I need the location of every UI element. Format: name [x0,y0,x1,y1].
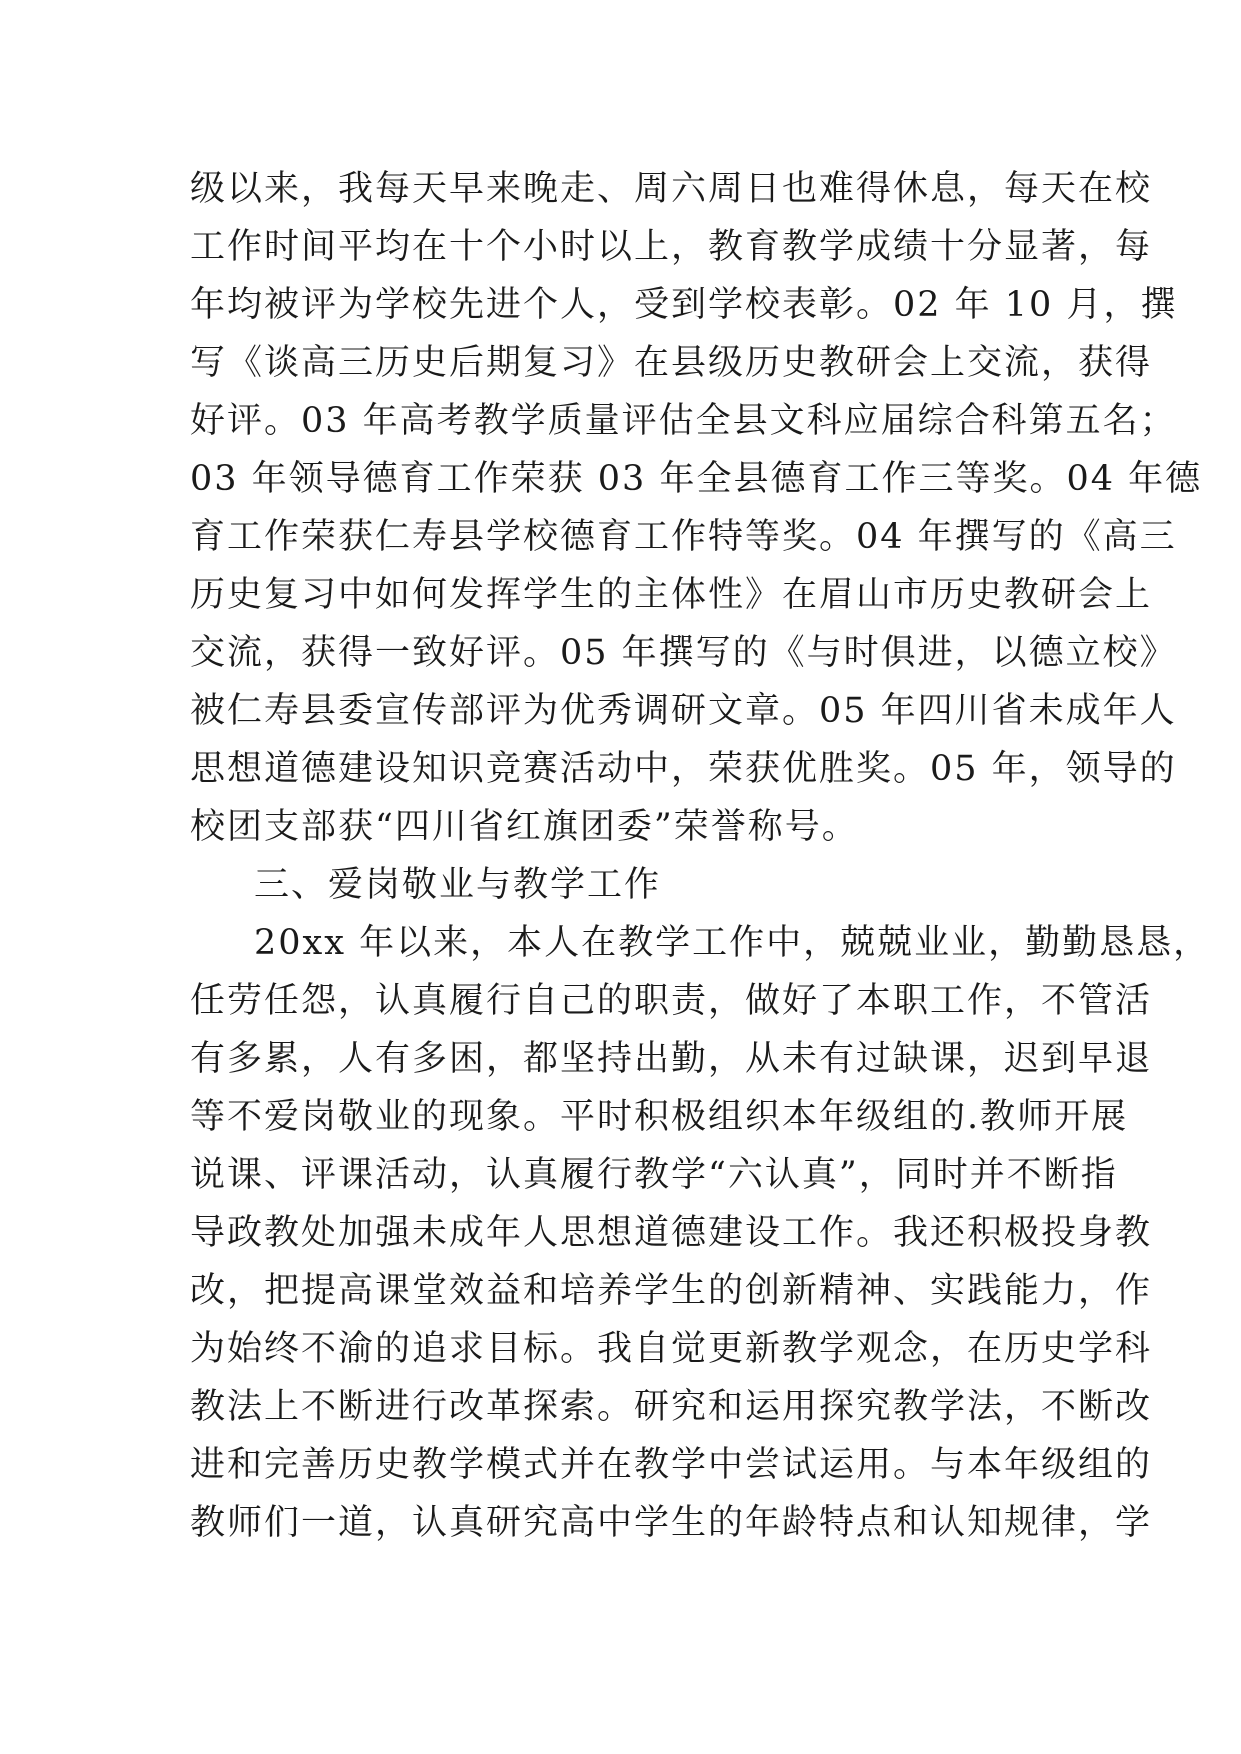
paragraph-line: 改，把提高课堂效益和培养学生的创新精神、实践能力，作 [190,1271,1153,1311]
paragraph-line: 20xx 年以来，本人在教学工作中，兢兢业业，勤勤恳恳， [254,923,1211,963]
paragraph-line: 思想道德建设知识竞赛活动中，荣获优胜奖。05 年，领导的 [190,749,1177,789]
paragraph-line: 03 年领导德育工作荣获 03 年全县德育工作三等奖。04 年德 [190,459,1203,499]
paragraph-line: 交流，获得一致好评。05 年撰写的《与时俱进，以德立校》 [190,633,1177,673]
paragraph-line: 级以来，我每天早来晚走、周六周日也难得休息，每天在校 [190,169,1153,209]
paragraph-line: 校团支部获“四川省红旗团委”荣誉称号。 [190,807,859,847]
paragraph-line: 说课、评课活动，认真履行教学“六认真”，同时并不断指 [190,1155,1118,1195]
document-body [190,160,1211,1552]
paragraph-line: 育工作荣获仁寿县学校德育工作特等奖。04 年撰写的《高三 [190,517,1177,557]
paragraph-line: 被仁寿县委宣传部评为优秀调研文章。05 年四川省未成年人 [190,691,1177,731]
paragraph-line: 教法上不断进行改革探索。研究和运用探究教学法，不断改 [190,1387,1153,1427]
section-heading: 三、爱岗敬业与教学工作 [254,865,662,905]
paragraph-line: 年均被评为学校先进个人，受到学校表彰。02 年 10 月，撰 [190,285,1178,325]
paragraph-line: 教师们一道，认真研究高中学生的年龄特点和认知规律，学 [190,1503,1153,1543]
paragraph-line: 进和完善历史教学模式并在教学中尝试运用。与本年级组的 [190,1445,1153,1485]
paragraph-line: 任劳任怨，认真履行自己的职责，做好了本职工作，不管活 [190,981,1153,1021]
paragraph-line: 等不爱岗敬业的现象。平时积极组织本年级组的.教师开展 [190,1097,1129,1137]
paragraph-line: 工作时间平均在十个小时以上，教育教学成绩十分显著，每 [190,227,1153,267]
paragraph-line: 写《谈高三历史后期复习》在县级历史教研会上交流，获得 [190,343,1153,383]
paragraph-line: 导政教处加强未成年人思想道德建设工作。我还积极投身教 [190,1213,1153,1253]
paragraph-line: 历史复习中如何发挥学生的主体性》在眉山市历史教研会上 [190,575,1153,615]
paragraph-line: 有多累，人有多困，都坚持出勤，从未有过缺课，迟到早退 [190,1039,1153,1079]
paragraph-line: 好评。03 年高考教学质量评估全县文科应届综合科第五名； [190,401,1177,441]
paragraph-line: 为始终不渝的追求目标。我自觉更新教学观念，在历史学科 [190,1329,1153,1369]
